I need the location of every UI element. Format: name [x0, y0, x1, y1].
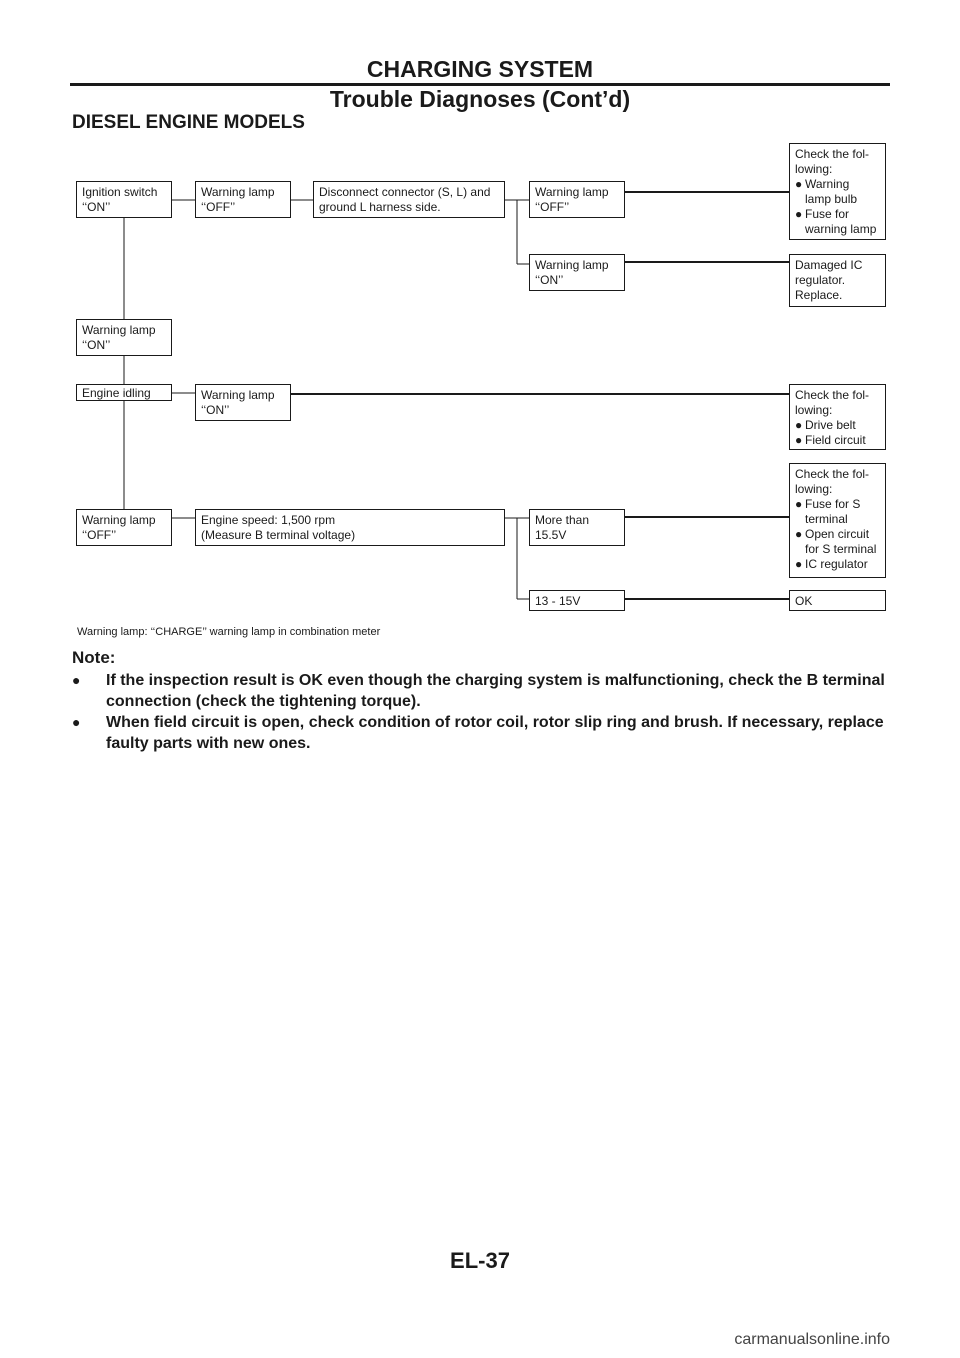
bullet-icon: ●	[795, 557, 803, 571]
section-title: DIESEL ENGINE MODELS	[72, 112, 305, 133]
bullet-icon: ●	[795, 433, 803, 447]
box-ignition-on: Ignition switch ‘‘ON’’	[76, 181, 172, 218]
header-subtitle: Trouble Diagnoses (Cont’d)	[329, 86, 631, 112]
bullet-icon: ●	[795, 177, 803, 191]
box-warning-off-3: Warning lamp ‘‘OFF’’	[76, 509, 172, 546]
note-item: ● When field circuit is open, check condition of rotor coil, rotor slip ring and brush. If necessary, replace faulty parts with new ones.	[72, 714, 884, 752]
box-more-than: More than 15.5V	[529, 509, 625, 546]
box-check-1: Check the fol- lowing: ● Warning lamp bulb ● Fuse for warning lamp	[789, 143, 886, 240]
box-warning-on-1: Warning lamp ‘‘ON’’	[76, 319, 172, 356]
note-list	[72, 670, 892, 754]
bullet-icon: ●	[795, 527, 803, 541]
flowchart-footnote: Warning lamp: ‘‘CHARGE’’ warning lamp in combination meter	[77, 626, 381, 638]
box-warning-off-2: Warning lamp ‘‘OFF’’	[529, 181, 625, 218]
box-check-2: Check the fol- lowing: ● Drive belt ● Field circuit	[789, 384, 886, 450]
box-damaged-ic: Damaged IC regulator. Replace.	[789, 254, 886, 307]
box-warning-on-3: Warning lamp ‘‘ON’’	[195, 384, 291, 421]
box-13-15v: 13 - 15V	[529, 590, 625, 611]
bullet-icon: ●	[795, 207, 803, 221]
box-warning-off-1: Warning lamp ‘‘OFF’’	[195, 181, 291, 218]
box-engine-idling: Engine idling	[76, 384, 172, 401]
box-check-3: Check the fol- lowing: ● Fuse for S terminal ● Open circuit for S terminal ● IC regulator	[789, 463, 886, 578]
bullet-icon: ●	[72, 672, 81, 688]
note-heading: Note:	[72, 648, 116, 667]
header-title: CHARGING SYSTEM	[366, 56, 594, 82]
box-engine-speed: Engine speed: 1,500 rpm (Measure B terminal voltage)	[195, 509, 505, 546]
bullet-icon: ●	[72, 714, 81, 730]
bullet-icon: ●	[795, 497, 803, 511]
bullet-icon: ●	[795, 418, 803, 432]
box-warning-on-2: Warning lamp ‘‘ON’’	[529, 254, 625, 291]
note-item: ● If the inspection result is OK even though the charging system is malfunctioning, check the B terminal connection (check the tightening torque).	[72, 672, 885, 710]
watermark: carmanualsonline.info	[734, 1331, 890, 1348]
box-disconnect-connector: Disconnect connector (S, L) and ground L harness side.	[313, 181, 505, 218]
page-number: EL-37	[450, 1248, 510, 1273]
box-ok: OK	[789, 590, 886, 611]
